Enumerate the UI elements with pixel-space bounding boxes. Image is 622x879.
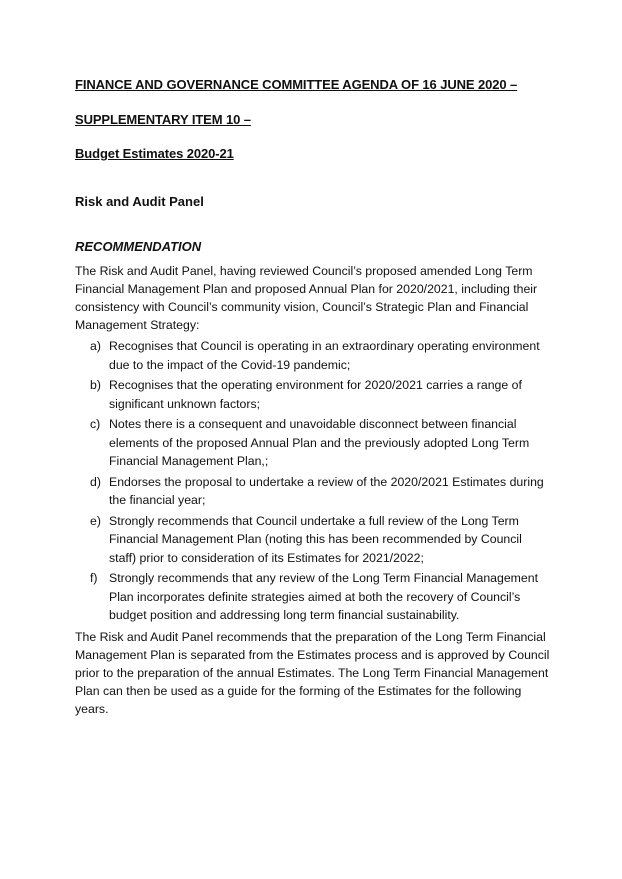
- list-marker: e): [90, 513, 101, 528]
- budget-estimates-heading: Budget Estimates 2020-21: [75, 146, 234, 161]
- list-item-text: Recognises that the operating environment for 2020/2021 carries a range of significant unknown factors;: [109, 378, 522, 411]
- list-item: [90, 337, 552, 374]
- recommendation-title: RECOMMENDATION: [75, 239, 202, 254]
- list-marker: a): [90, 339, 101, 353]
- closing-paragraph: The Risk and Audit Panel recommends that the preparation of the Long Term Financial Management Plan is separated from the Estimates process and is approved by Council prior to the preparation of the annual Estimates. The Long Term Financial Management Plan can then be used as a guide for the forming of the Estimates for the following years.: [75, 630, 550, 716]
- list-item: [90, 415, 552, 471]
- list-marker: d): [90, 474, 101, 489]
- list-marker: c): [90, 417, 101, 431]
- agenda-heading: FINANCE AND GOVERNANCE COMMITTEE AGENDA OF 16 JUNE 2020 –: [75, 77, 518, 92]
- list-marker: b): [90, 378, 101, 392]
- list-item-text: Strongly recommends that any review of the Long Term Financial Management Plan incorporates definite strategies aimed at both the recovery of Council’s budget position and addressing long term financial sustainability.: [109, 571, 539, 622]
- list-item: [90, 473, 552, 510]
- list-item-text: Strongly recommends that Council undertake a full review of the Long Term Financial Management Plan (noting this has been recommended by Council staff) prior to consideration of its Estimates for 2021/2022;: [109, 513, 522, 565]
- list-item-text: Notes there is a consequent and unavoidable disconnect between financial elements of the proposed Annual Plan and the previously adopted Long Term Financial Management Plan,;: [109, 417, 530, 468]
- list-marker: f): [90, 571, 98, 585]
- list-item-text: Recognises that Council is operating in an extraordinary operating environment due to the impact of the Covid-19 pandemic;: [109, 339, 540, 372]
- list-item: [90, 512, 552, 568]
- recommendation-list: [90, 337, 552, 627]
- list-item-text: Endorses the proposal to undertake a review of the 2020/2021 Estimates during the financial year;: [109, 474, 544, 507]
- section-title: Risk and Audit Panel: [75, 194, 204, 209]
- recommendation-intro: The Risk and Audit Panel, having reviewed Council’s proposed amended Long Term Financial Management Plan and proposed Annual Plan for 2020/2021, including their consistency with Council’s community vision, Council’s Strategic Plan and Financial Management Strategy:: [75, 264, 538, 332]
- list-item: [90, 569, 552, 625]
- list-item: [90, 376, 552, 413]
- supplementary-item-heading: SUPPLEMENTARY ITEM 10 –: [75, 112, 251, 127]
